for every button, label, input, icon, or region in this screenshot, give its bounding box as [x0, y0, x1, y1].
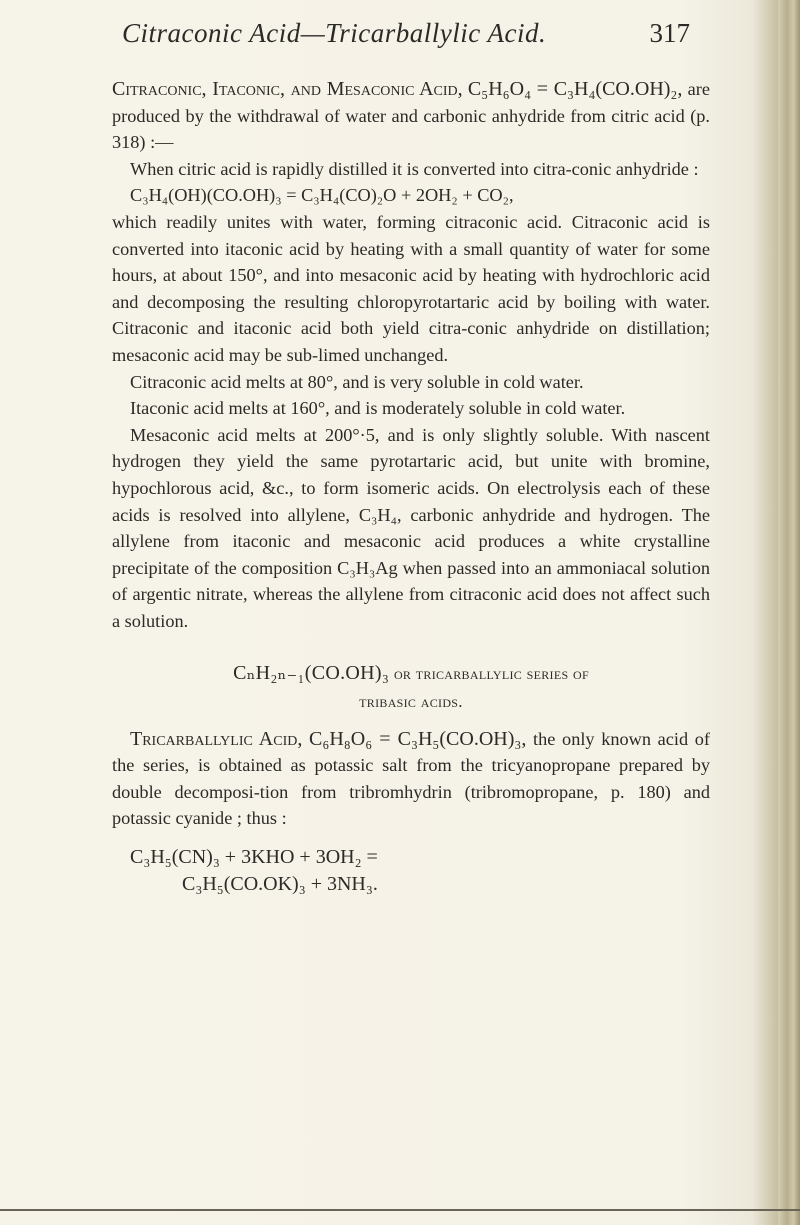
paragraph-text: the only known acid of the series, is obtained as potassic salt from the tricyanopropane prepared by double decomposi-tion from tribromhydrin (tribromopropane, p. 180) and potassic cyanide ; thus : [112, 728, 710, 829]
page-edge [778, 0, 800, 1225]
section-heading-line2: tribasic acids. [359, 692, 463, 712]
compound-title: Citraconic, Itaconic, and Mesaconic Acid, [112, 78, 463, 100]
bottom-rule [0, 1209, 800, 1211]
equation-line-1: C₃H₅(CN)₃ + 3KHO + 3OH₂ = [130, 846, 378, 869]
page-header [112, 18, 712, 62]
body-text [112, 76, 710, 897]
paragraph-conversion: which readily unites with water, forming citraconic acid. Citraconic acid is converted into itaconic acid by heating with a small quantity of water for some hours, at about 150°, and into mesaconic acid by heating with hydrochloric acid and decomposing the resulting chloropyrotartaric acid by boiling with water. Citraconic and itaconic acid both yield citra-conic anhydride on distillation; mesaconic acid may be sub-limed unchanged. [112, 211, 710, 365]
compound-formula: C₆H₈O₆ = C₃H₅(CO.OH)₃, [309, 727, 527, 750]
paragraph-mesaconic-props: Mesaconic acid melts at 200°·5, and is only slightly soluble. With nascent hydrogen they yield the same pyrotartaric acid, but unite with bromine, hypochlorous acid, &c., to form isomeric acids. On electrolysis each of these acids is resolved into allylene, C₃H₄, carbonic anhydride and hydrogen. The allylene from itaconic and mesaconic acid produces a white crystalline precipitate of the composition C₃H₃Ag when passed into an ammoniacal solution of argentic nitrate, whereas the allylene from citraconic acid does not affect such a solution. [112, 424, 710, 631]
section-formula: CₙH₂ₙ₋₁(CO.OH)₃ [233, 662, 390, 685]
section-heading [112, 660, 710, 715]
equation-citric-distillation: C₃H₄(OH)(CO.OH)₃ = C₃H₄(CO)₂O + 2OH₂ + CO₂, [130, 185, 514, 206]
paragraph-citraconic-props: Citraconic acid melts at 80°, and is very soluble in cold water. [130, 371, 584, 392]
equation-line-2: C₃H₅(CO.OK)₃ + 3NH₃. [182, 872, 378, 895]
compound-title: Tricarballylic Acid, [130, 727, 303, 750]
page-number: 317 [649, 18, 690, 48]
paragraph-itaconic-props: Itaconic acid melts at 160°, and is moderately soluble in cold water. [130, 398, 626, 419]
running-head: Citraconic Acid—Tricarballylic Acid. [122, 18, 547, 48]
paragraph-distillation: When citric acid is rapidly distilled it is converted into citra-conic anhydride : [130, 158, 699, 179]
paragraph-text: are produced by the withdrawal of water and carbonic anhydride from citric acid (p. 318) :— [112, 79, 710, 153]
section-heading-line1: or tricarballylic series of [393, 664, 589, 684]
paragraph-citraconic-intro [112, 76, 710, 156]
paragraph-tricarballylic [112, 726, 710, 832]
compound-formula: C₅H₆O₄ = C₃H₄(CO.OH)₂, [467, 78, 683, 100]
